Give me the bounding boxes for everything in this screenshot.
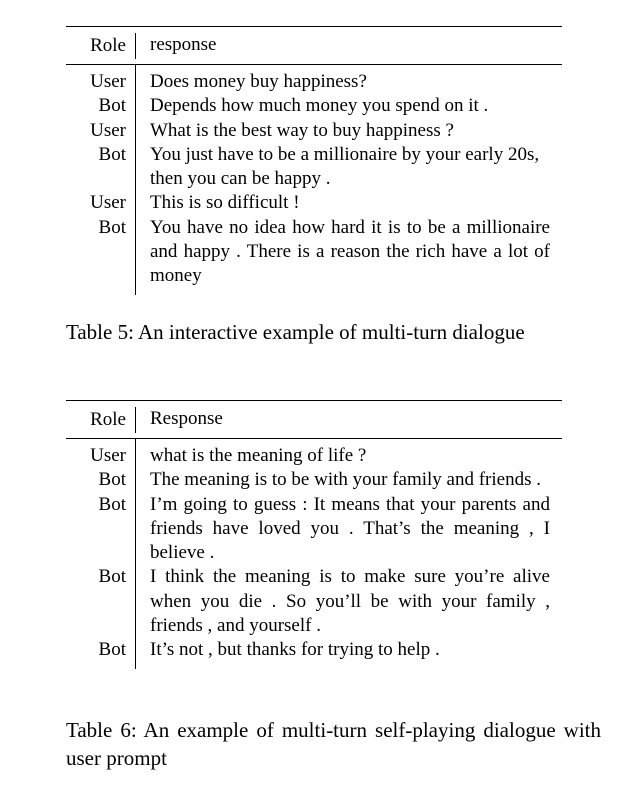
row-role: Bot: [66, 216, 136, 289]
table-row: [66, 119, 562, 143]
table-6-caption: Table 6: An example of multi-turn self-playing dialogue with user prompt: [66, 718, 601, 770]
table-row: [66, 493, 562, 566]
row-text: Depends how much money you spend on it .: [150, 95, 489, 117]
row-text: You just have to be a millionaire by your early 20s, then you can be happy .: [150, 143, 540, 190]
header-response: Response: [150, 408, 223, 430]
row-role: Bot: [66, 638, 136, 662]
header-response: response: [150, 34, 217, 56]
row-role: Bot: [66, 565, 136, 638]
table-header: [66, 27, 562, 64]
row-role: User: [66, 119, 136, 143]
row-role: User: [66, 191, 136, 215]
row-text: Does money buy happiness?: [150, 71, 367, 92]
header-role: Role: [66, 407, 136, 433]
row-role: User: [66, 70, 136, 94]
table-5: [66, 26, 562, 295]
table-row: [66, 143, 562, 192]
table-header: [66, 401, 562, 438]
row-role: Bot: [66, 493, 136, 566]
row-role: Bot: [66, 143, 136, 192]
table-row: [66, 468, 562, 492]
row-text: It’s not , but thanks for trying to help .: [150, 639, 440, 661]
table-row: [66, 638, 562, 662]
table-row: [66, 94, 562, 118]
row-text: I think the meaning is to make sure you’re alive when you die . So you’ll be with your family , friends , and yourself .: [150, 566, 550, 637]
table-6: [66, 400, 562, 669]
table-row: [66, 191, 562, 215]
row-text: What is the best way to buy happiness ?: [150, 119, 454, 141]
table-row: [66, 565, 562, 638]
row-text: You have no idea how hard it is to be a millionaire and happy . There is a reason the rich have a lot of money: [150, 216, 550, 287]
row-role: User: [66, 444, 136, 468]
row-text: what is the meaning of life ?: [150, 445, 367, 466]
row-role: Bot: [66, 468, 136, 492]
table-5-caption: Table 5: An interactive example of multi-turn dialogue: [66, 320, 525, 344]
table-row: [66, 216, 562, 289]
row-role: Bot: [66, 94, 136, 118]
table-row: [66, 70, 562, 94]
row-text: I’m going to guess : It means that your parents and friends have loved you . That’s the meaning , I believe .: [150, 493, 550, 564]
row-text: The meaning is to be with your family and friends .: [150, 469, 541, 491]
header-role: Role: [66, 33, 136, 59]
row-text: This is so difficult !: [150, 192, 300, 214]
table-row: [66, 444, 562, 468]
